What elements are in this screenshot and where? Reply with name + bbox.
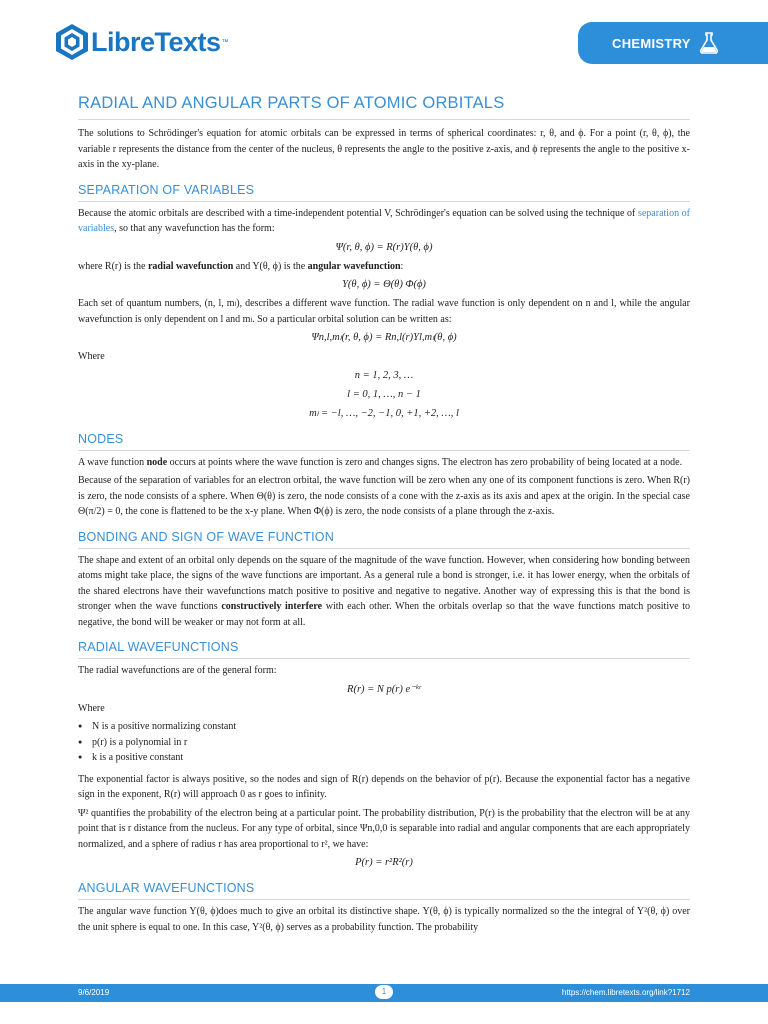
- radial-constants-list: [78, 719, 690, 766]
- page-number: 1: [375, 985, 393, 999]
- heading-separation-of-variables: SEPARATION OF VARIABLES: [78, 183, 690, 202]
- page-title: RADIAL AND ANGULAR PARTS OF ATOMIC ORBITALS: [78, 94, 690, 120]
- equation-n: n = 1, 2, 3, …: [354, 369, 414, 381]
- equation-ml: mₗ = −l, …, −2, −1, 0, +1, +2, …, l: [309, 407, 459, 419]
- libretexts-cube-icon: [55, 23, 89, 61]
- radial-paragraph-2: The exponential factor is always positive, so the nodes and sign of R(r) depends on the behavior of p(r). Because the exponential factor has a negative sign in the exponent, R(r) will approach 0 as r goes to infinity.: [78, 773, 690, 800]
- section-banner[interactable]: [578, 22, 768, 64]
- equation-angular: Y(θ, ϕ) = Θ(θ) Φ(ϕ): [342, 279, 426, 290]
- where-label: Where: [78, 351, 105, 362]
- equation-wavefunction: Ψ(r, θ, ϕ) = R(r)Y(θ, ϕ): [335, 241, 433, 253]
- radial-paragraph-1: The radial wavefunctions are of the general form:: [78, 665, 277, 676]
- section-label: CHEMISTRY: [612, 35, 691, 51]
- radial-paragraph-3: Ψ² quantifies the probability of the electron being at a particular point. The probability distribution, P(r) is the probability that the electron will be at any point that is r distance from the nucleus. For any type of orbital, since Ψn,0,0 is separable into radial and angular components that are each appropriately normalized, and a sphere of radius r has area proportional to r², we have:: [78, 807, 690, 850]
- equation-probability: P(r) = r²R²(r): [355, 857, 413, 868]
- page-header: [0, 0, 768, 90]
- page-footer: [0, 984, 768, 1002]
- list-item: ● p(r) is a polynomial in r: [78, 735, 690, 751]
- heading-radial-wavefunctions: RADIAL WAVEFUNCTIONS: [78, 640, 690, 659]
- list-item: ● N is a positive normalizing constant: [78, 719, 690, 735]
- heading-angular-wavefunctions: ANGULAR WAVEFUNCTIONS: [78, 881, 690, 900]
- separation-paragraph-1: Because the atomic orbitals are described with a time-independent potential V, Schrödinger's equation can be solved using the technique of separation of variables, so that any wavefunction has the form:: [78, 207, 690, 234]
- equation-l: l = 0, 1, …, n − 1: [347, 388, 421, 400]
- separation-paragraph-3: Each set of quantum numbers, (n, l, mₗ), describes a different wave function. The radial wave function is only dependent on n and l, while the angular wavefunction is only dependent on l and mₗ. So a particular orbital solution can be written as:: [78, 298, 690, 325]
- separation-of-variables-link[interactable]: separation of variables: [78, 207, 690, 234]
- article-content: [78, 94, 690, 938]
- heading-bonding: BONDING AND SIGN OF WAVE FUNCTION: [78, 530, 690, 549]
- equation-radial: R(r) = N p(r) e⁻ᵏʳ: [347, 683, 421, 695]
- nodes-paragraph-2: Because of the separation of variables for an electron orbital, the wave function will be zero when any one of its component functions is zero. When R(r) is zero, the node consists of a sphere. When Θ(θ) is zero, the node consists of a cone with the z-axis as its axis and apex at the origin. In the special case Θ(π/2) = 0, the cone is flattened to be the x-y plane. When Φ(ϕ) is zero, the node consists of a plane through the z-axis.: [78, 475, 690, 517]
- radial-where-label: Where: [78, 702, 105, 714]
- intro-paragraph: The solutions to Schrödinger's equation for atomic orbitals can be expressed in terms of spherical coordinates: r, θ, and ϕ. For a point (r, θ, ϕ), the variable r represents the distance from the center of the nucleus, θ represents the angle to the positive z-axis, and ϕ represents the angle to the positive x-axis in the xy-plane.: [78, 128, 690, 170]
- footer-url[interactable]: https://chem.libretexts.org/link?1712: [561, 988, 690, 997]
- logo-trademark: ™: [221, 38, 229, 46]
- angular-paragraph-1: The angular wave function Y(θ, ϕ)does much to give an orbital its distinctive shape. Y(θ, ϕ) is typically normalized so the the integral of Y²(θ, ϕ) over the unit sphere is equal to one. In this case, Y²(θ, ϕ) serves as a probability function. The probability: [78, 906, 690, 933]
- bonding-paragraph: The shape and extent of an orbital only depends on the square of the magnitude of the wave function. However, when considering how bonding between atoms might take place, the signs of the wave functions are important. As a general rule a bond is stronger, i.e. it has lower energy, when the orbitals of the shared electrons have their wavefunctions match positive to positive and negative to negative. Another way of expressing this is that the bond is stronger when the wave functions constructively interfere with each other. When the orbitals overlap so that the wave functions match positive to negative, the bond will be weaker or may not form at all.: [78, 554, 691, 628]
- heading-nodes: NODES: [78, 432, 690, 451]
- libretexts-logo[interactable]: [55, 22, 229, 62]
- equation-orbital-solution: Ψn,l,mₗ(r, θ, ϕ) = Rn,l(r)Yl,mₗ(θ, ϕ): [311, 332, 457, 343]
- list-item: ● k is a positive constant: [78, 750, 690, 766]
- flask-icon: [697, 31, 721, 55]
- nodes-paragraph-1: A wave function node occurs at points where the wave function is zero and changes signs. The electron has zero probability of being located at a node.: [78, 456, 683, 468]
- footer-date: 9/6/2019: [78, 988, 110, 997]
- logo-text: LibreTexts: [91, 26, 221, 57]
- separation-paragraph-2: where R(r) is the radial wavefunction and Y(θ, ϕ) is the angular wavefunction:: [78, 260, 404, 272]
